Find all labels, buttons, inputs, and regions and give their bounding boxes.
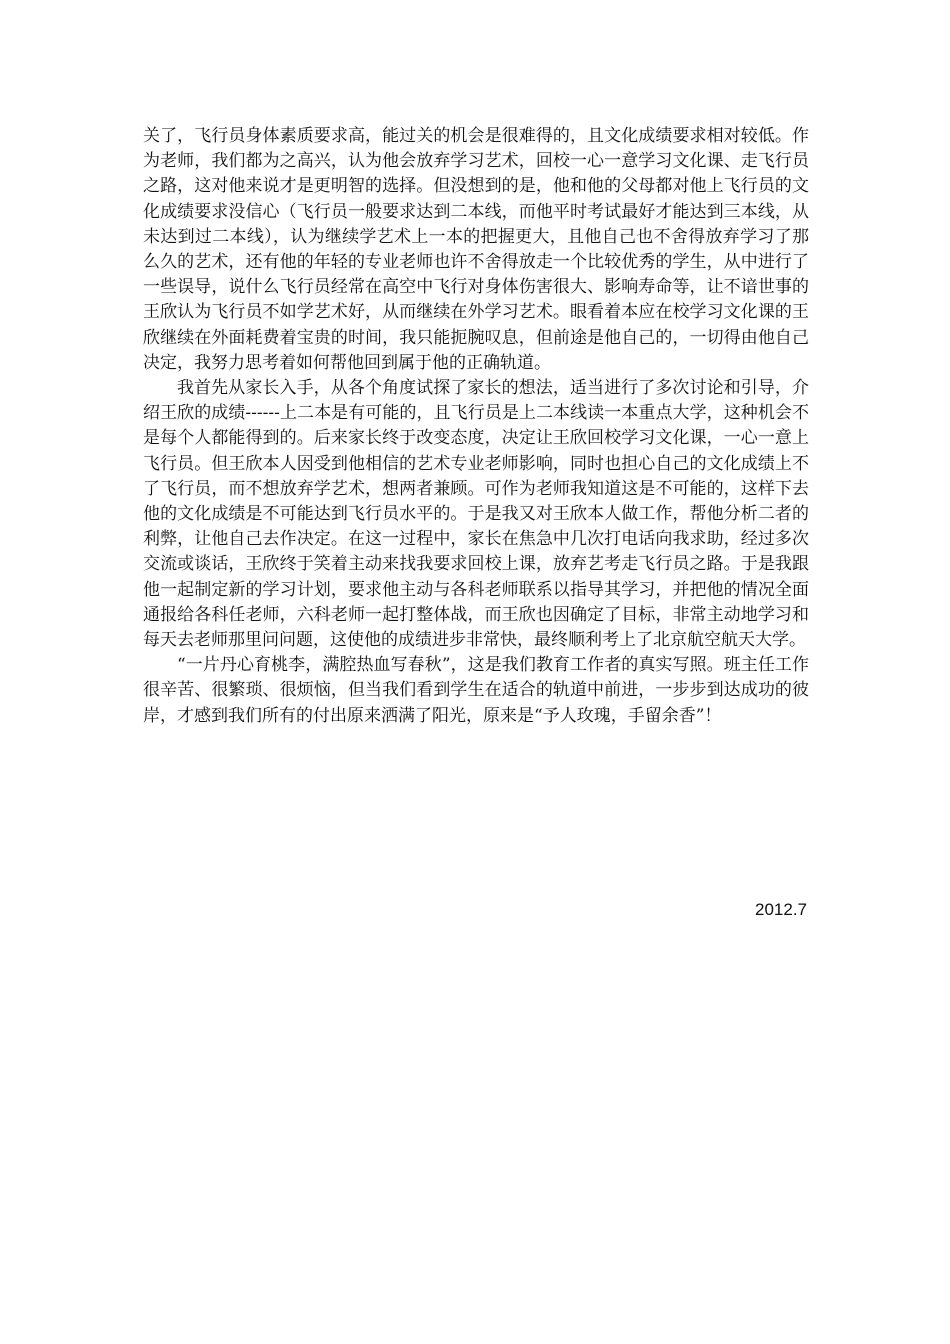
paragraph-continued: 关了，飞行员身体素质要求高，能过关的机会是很难得的，且文化成绩要求相对较低。作为老师，我们都为之高兴，认为他会放弃学习艺术，回校一心一意学习文化课、走飞行员之路，这对他来说才是更明智的选择。但没想到的是，他和他的父母都对他上飞行员的文化成绩要求没信心（飞行员一般要求达到二本线，而他平时考试最好才能达到三本线，从未达到过二本线），认为继续学艺术上一本的把握更大，且他自己也不舍得放弃学习了那么久的艺术，还有他的年轻的专业老师也许不舍得放走一个比较优秀的学生，从中进行了一些误导，说什么飞行员经常在高空中飞行对身体伤害很大、影响寿命等，让不谙世事的王欣认为飞行员不如学艺术好，从而继续在外学习艺术。眼看着本应在校学习文化课的王欣继续在外面耗费着宝贵的时间，我只能扼腕叹息，但前途是他自己的，一切得由他自己决定，我努力思考着如何帮他回到属于他的正确轨道。 — [143, 126, 809, 373]
paragraph-parent-guidance: 我首先从家长入手，从各个角度试探了家长的想法，适当进行了多次讨论和引导，介绍王欣的成绩------上二本是有可能的，且飞行员是上二本线读一本重点大学，这种机会不是每个人都能得到的。后来家长终于改变态度，决定让王欣回校学习文化课，一心一意上飞行员。但王欣本人因受到他相信的艺术专业老师影响，同时也担心自己的文化成绩上不了飞行员，而不想放弃学艺术，想两者兼顾。可作为老师我知道这是不可能的，这样下去他的文化成绩是不可能达到飞行员水平的。于是我又对王欣本人做工作，帮他分析二者的利弊，让他自己去作决定。在这一过程中，家长在焦急中几次打电话向我求助，经过多次交流或谈话，王欣终于笑着主动来找我要求回校上课，放弃艺考走飞行员之路。于是我跟他一起制定新的学习计划，要求他主动与各科老师联系以指导其学习，并把他的情况全面通报给各科任老师，六科老师一起打整体战，而王欣也因确定了目标，非常主动地学习和每天去老师那里问问题，这使他的成绩进步非常快，最终顺利考上了北京航空航天大学。 — [143, 378, 809, 651]
paragraph-conclusion: “一片丹心育桃李，满腔热血写春秋”，这是我们教育工作者的真实写照。班主任工作很辛苦、很繁琐、很烦恼，但当我们看到学生在适合的轨道中前进，一步步到达成功的彼岸，才感到我们所有的付出原来洒满了阳光，原来是“予人玫瑰，手留余香”！ — [143, 655, 809, 726]
essay-body — [143, 124, 809, 729]
document-date: 2012.7 — [755, 900, 807, 919]
